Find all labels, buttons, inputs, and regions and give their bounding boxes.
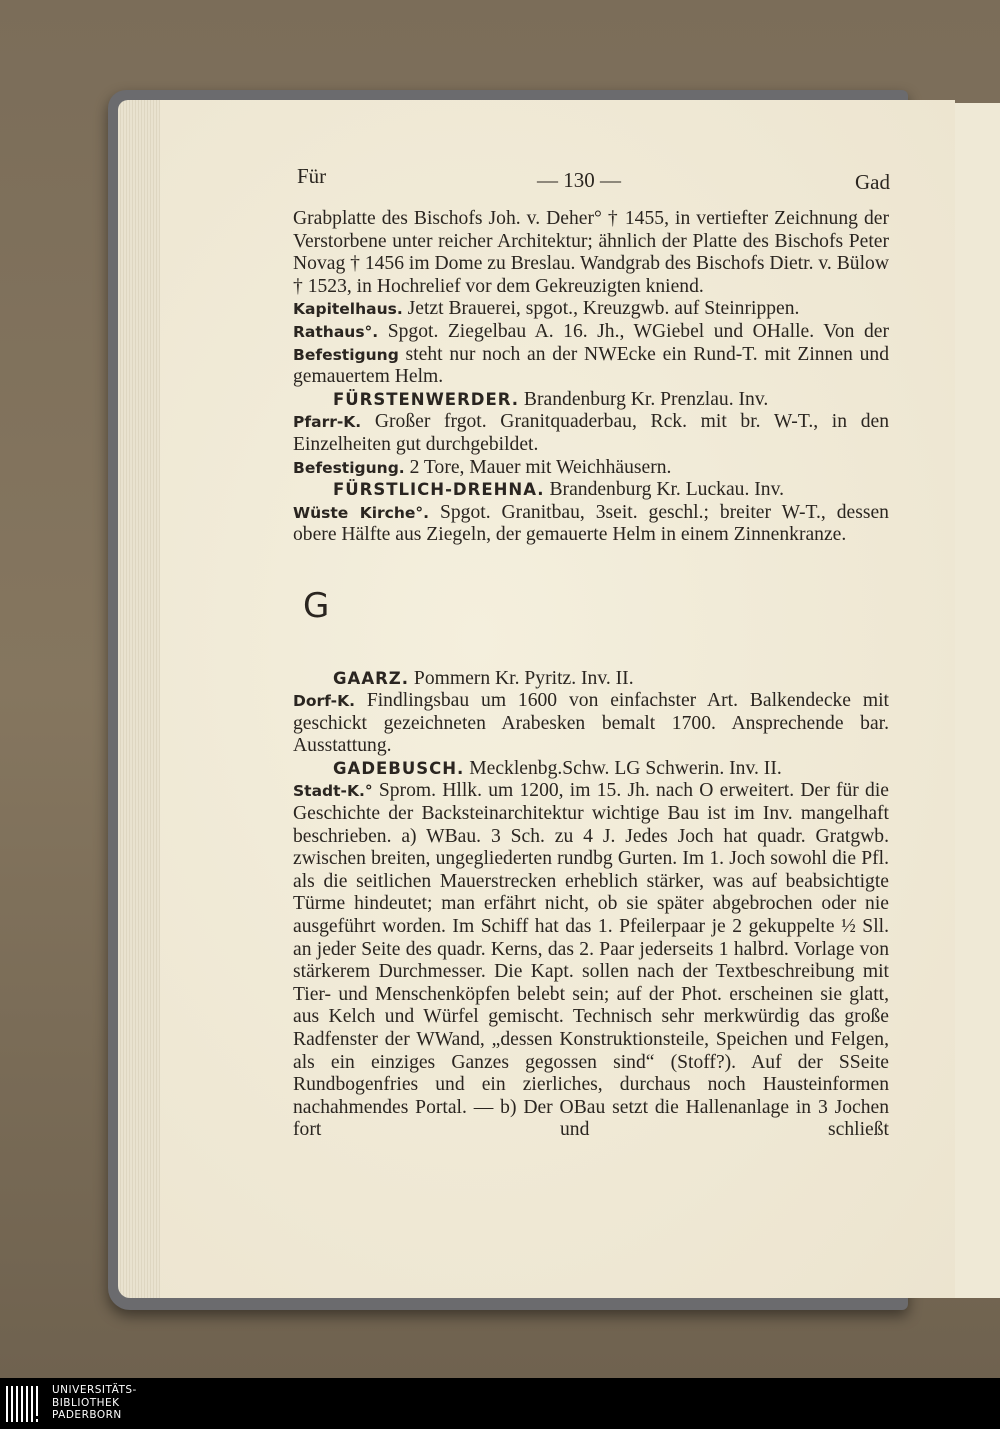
- paragraph: [293, 298, 889, 321]
- library-logo-text: [52, 1384, 137, 1422]
- page-number: — 130 —: [537, 168, 621, 192]
- library-logo-icon: [6, 1386, 44, 1422]
- text-run: Jetzt Brauerei, spgot., Kreuzgwb. auf Steinrippen.: [402, 298, 800, 320]
- paragraph: [293, 690, 889, 758]
- logo-line: UNIVERSITÄTS-: [52, 1384, 137, 1396]
- facing-page-edge: [955, 103, 1000, 1298]
- place-heading: GADEBUSCH.: [333, 758, 465, 778]
- paragraph: [293, 321, 889, 389]
- text-run: Findlingsbau um 1600 von einfachster Art. Balkendecke mit geschickt gezeichneten Arabesken bemalt 1700. Ansprechende bar. Ausstattung.: [293, 690, 889, 757]
- paragraph: [293, 411, 889, 456]
- running-head-left: Für: [297, 164, 327, 188]
- footer-bar: [0, 1378, 1000, 1429]
- text-run: Sprom. Hllk. um 1200, im 15. Jh. nach O erweitert. Der für die Geschichte der Backsteinarchitektur wichtige Bau ist im Inv. mangelhaft beschrieben. a) WBau. 3 Sch. zu 4 J. Jedes Joch hat quadr. Gratgwb. zwischen breiten, ungegliederten rundbg Gurten. Im 1. Joch sowohl die Pfl. als die seitlichen Mauerstrecken erheblich stärker, was auf beabsichtigte Türme hindeutet; man erfährt nicht, ob sie später abgebrochen oder nie ausgeführt worden. Im Schiff hat das 1. Pfeilerpaar je 2 gekuppelte ½ Sll. an jeder Seite des quadr. Kerns, das 2. Paar jederseits 1 halbrd. Vorlage von stärkerem Durchmesser. Die Kapt. sollen nach der Textbeschreibung mit Tier- und Menschenköpfen belebt sein; auf der Phot. erscheinen sie glatt, aus Kelch und Würfel gemischt. Technisch sehr merkwürdig das große Radfenster der WWand, „dessen Konstruktionsteile, Speichen und Felgen, als ein einziges Ganzes gegossen sind“ (Stoff?). Auf der SSeite Rundbogenfries und ein zierliches, durchaus noch Hausteinformen nachahmendes Portal. — b) Der OBau setzt die Hallenanlage in 3 Jochen fort und schließt: [293, 780, 889, 1141]
- entry-keyword: Pfarr-K.: [293, 413, 362, 432]
- entry-keyword: Dorf-K.: [293, 692, 355, 711]
- entry-keyword: Befestigung.: [293, 458, 405, 477]
- body-text: [293, 208, 889, 1142]
- text-run: Großer frgot. Granitquaderbau, Rck. mit br. W-T., in den Einzelheiten gut durchgebildet.: [293, 411, 889, 455]
- text-run: Spgot. Ziegelbau A. 16. Jh., WGiebel und OHalle. Von der: [378, 320, 889, 342]
- text-run: Spgot. Granitbau, 3seit. geschl.; breiter W-T., dessen obere Hälfte aus Ziegeln, der gemauerte Helm in einem Zinnenkranze.: [293, 501, 889, 546]
- place-heading: FÜRSTLICH-DREHNA.: [333, 480, 545, 500]
- text-run: Mecklenbg.Schw. LG Schwerin. Inv. II.: [464, 757, 782, 779]
- paragraph: [293, 780, 889, 1142]
- running-head-right: Gad: [855, 170, 890, 194]
- text-run: steht nur noch an der NWEcke ein Rund-T. mit Zinnen und gemauertem Helm.: [293, 343, 889, 388]
- entry-keyword: Wüste Kirche°.: [293, 503, 430, 522]
- paragraph: [293, 502, 889, 547]
- paragraph: [293, 668, 889, 691]
- section-letter: G: [303, 585, 330, 626]
- running-head: [297, 164, 890, 194]
- paragraph: [293, 758, 889, 781]
- text-run: Grabplatte des Bischofs Joh. v. Deher° † 1455, in vertiefter Zeichnung der Verstorbene unter reicher Architektur; ähnlich der Platte des Bischofs Peter Novag † 1456 im Dome zu Breslau. Wandgrab des Bischofs Dietr. v. Bülow † 1523, in Hochrelief vor dem Gekreuzigten kniend.: [293, 208, 889, 297]
- logo-line: BIBLIOTHEK: [52, 1396, 120, 1409]
- entry-keyword: Stadt-K.°: [293, 782, 373, 801]
- paragraph: [293, 208, 889, 298]
- paragraph: [293, 389, 889, 412]
- text-run: Brandenburg Kr. Luckau. Inv.: [544, 479, 784, 501]
- entry-keyword: Kapitelhaus.: [293, 300, 403, 319]
- place-heading: FÜRSTENWERDER.: [333, 389, 520, 409]
- entry-keyword: Rathaus°.: [293, 322, 379, 341]
- place-heading: GAARZ.: [333, 668, 410, 688]
- text-run: 2 Tore, Mauer mit Weichhäusern.: [404, 456, 672, 478]
- text-run: Pommern Kr. Pyritz. Inv. II.: [409, 667, 634, 689]
- paragraph: [293, 457, 889, 480]
- text-run: Brandenburg Kr. Prenzlau. Inv.: [519, 388, 769, 410]
- entry-keyword: Befestigung: [293, 345, 399, 364]
- paragraph: [293, 479, 889, 502]
- logo-line: PADERBORN: [52, 1409, 122, 1421]
